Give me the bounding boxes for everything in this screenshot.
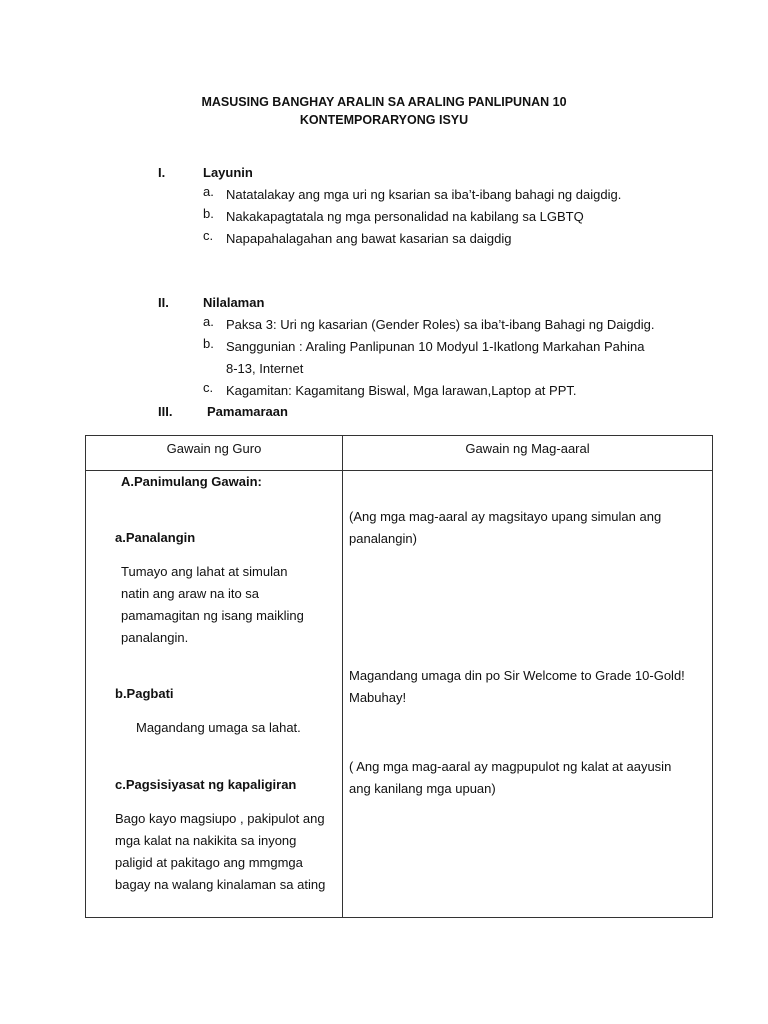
stage-heading: A.Panimulang Gawain: — [121, 474, 262, 489]
teacher-line: mga kalat na nakikita sa inyong — [115, 833, 297, 848]
teacher-line: Magandang umaga sa lahat. — [136, 720, 301, 735]
item-letter: b. — [203, 336, 214, 351]
document-title: MASUSING BANGHAY ARALIN SA ARALING PANLIPUNAN 10 — [201, 95, 567, 109]
student-line: Mabuhay! — [349, 690, 407, 705]
objective-item: Natatalakay ang mga uri ng ksarian sa iba’t-ibang bahagi ng daigdig. — [226, 187, 622, 202]
teacher-line: panalangin. — [121, 630, 189, 645]
section-numeral-2: II. — [158, 295, 169, 310]
item-letter: a. — [203, 314, 214, 329]
content-item: Paksa 3: Uri ng kasarian (Gender Roles) sa iba’t-ibang Bahagi ng Daigdig. — [226, 317, 655, 332]
teacher-line: bagay na walang kinalaman sa ating — [115, 877, 326, 892]
item-letter: a. — [203, 184, 214, 199]
section-numeral-1: I. — [158, 165, 166, 180]
student-line: ang kanilang mga upuan) — [349, 781, 496, 796]
student-line: panalangin) — [349, 531, 417, 546]
teacher-line: paligid at pakitago ang mmgmga — [115, 855, 303, 870]
column-header-student-label: Gawain ng Mag-aaral — [465, 441, 590, 456]
student-line: ( Ang mga mag-aaral ay magpupulot ng kalat at aayusin — [349, 759, 672, 774]
column-header-teacher — [86, 436, 343, 471]
activity-title-panalangin: a.Panalangin — [115, 530, 196, 545]
activity-title-pagbati: b.Pagbati — [115, 686, 174, 701]
objective-item: Nakakapagtatala ng mga personalidad na kabilang sa LGBTQ — [226, 209, 584, 224]
procedure-table — [85, 435, 713, 918]
section-heading-pamamaraan: Pamamaraan — [207, 404, 288, 419]
teacher-line: Tumayo ang lahat at simulan — [121, 564, 288, 579]
document-subtitle: KONTEMPORARYONG ISYU — [299, 113, 469, 127]
teacher-line: natin ang araw na ito sa — [121, 586, 260, 601]
student-line: (Ang mga mag-aaral ay magsitayo upang simulan ang — [349, 509, 662, 524]
teacher-line: pamamagitan ng isang maikling — [121, 608, 304, 623]
section-heading-nilalaman: Nilalaman — [203, 295, 265, 310]
item-letter: c. — [203, 228, 214, 243]
content-item: Kagamitan: Kagamitang Biswal, Mga larawan,Laptop at PPT. — [226, 383, 577, 398]
column-header-student — [343, 436, 713, 471]
item-letter: b. — [203, 206, 214, 221]
item-letter: c. — [203, 380, 214, 395]
activity-title-pagsisiyasat: c.Pagsisiyasat ng kapaligiran — [115, 777, 297, 792]
objective-item: Napapahalagahan ang bawat kasarian sa daigdig — [226, 231, 512, 246]
teacher-line: Bago kayo magsiupo , pakipulot ang — [115, 811, 325, 826]
section-heading-layunin: Layunin — [203, 165, 253, 180]
content-item: Sanggunian : Araling Panlipunan 10 Modyul 1-Ikatlong Markahan Pahina — [226, 339, 645, 354]
column-header-teacher-label: Gawain ng Guro — [166, 441, 262, 456]
student-line: Magandang umaga din po Sir Welcome to Grade 10-Gold! — [349, 668, 685, 683]
section-numeral-3: III. — [158, 404, 173, 419]
table-row — [86, 471, 713, 918]
teacher-cell — [86, 471, 343, 918]
content-item-continuation: 8-13, Internet — [226, 361, 304, 376]
table-header-row — [86, 436, 713, 471]
student-cell — [343, 471, 713, 918]
